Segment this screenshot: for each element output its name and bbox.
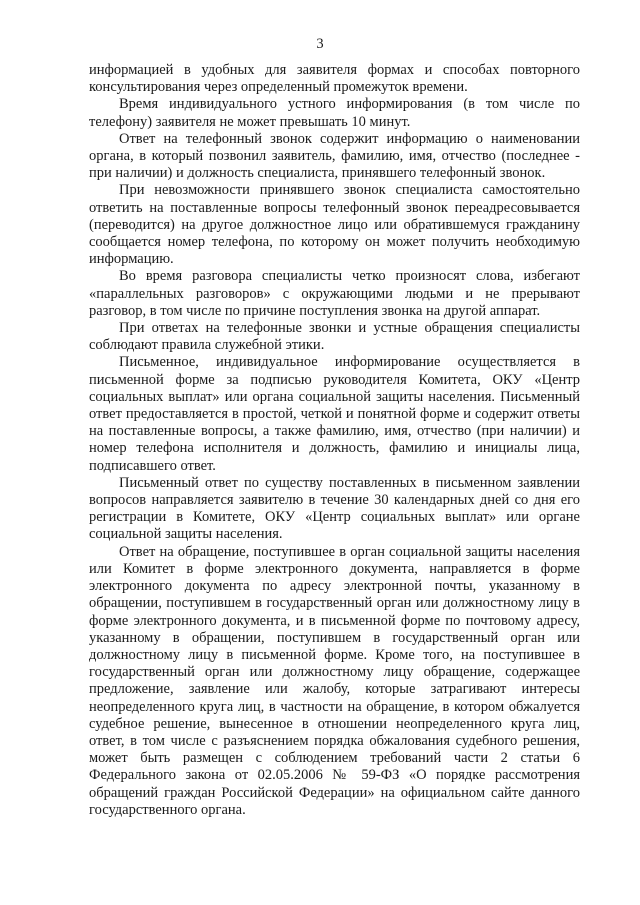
paragraph-service-ethics: При ответах на телефонные звонки и устные обращения специалисты соблюдают правила служебной этики. [89, 320, 580, 354]
paragraph-phone-answer-content: Ответ на телефонный звонок содержит информацию о наименовании органа, в который позвонил заявитель, фамилию, имя, отчество (последнее - при наличии) и должность специалиста, принявшего телефонный звонок. [89, 130, 580, 182]
paragraph-call-redirect: При невозможности принявшего звонок специалиста самостоятельно ответить на поставленные вопросы телефонный звонок переадресовывается (переводится) на другое должностное лицо или обратившемуся гражданину сообщается номер телефона, по которому он может получить необходимую информацию. [89, 182, 580, 268]
paragraph-oral-time-limit: Время индивидуального устного информирования (в том числе по телефону) заявителя не может превышать 10 минут. [89, 96, 580, 130]
page-number: 3 [316, 36, 324, 52]
document-body [89, 62, 580, 819]
paragraph-consultation: информацией в удобных для заявителя формах и способах повторного консультирования через определенный промежуток времени. [89, 62, 580, 96]
paragraph-written-informing: Письменное, индивидуальное информирование осуществляется в письменной форме за подписью руководителя Комитета, ОКУ «Центр социальных выплат» или органа социальной защиты населения. Письменный ответ предоставляется в простой, четкой и понятной форме и содержит ответы на поставленные вопросы, а также фамилию, имя, отчество (при наличии) и номер телефона исполнителя и должность, фамилию и инициалы лица, подписавшего ответ. [89, 354, 580, 474]
paragraph-written-answer-deadline: Письменный ответ по существу поставленных в письменном заявлении вопросов направляется заявителю в течение 30 календарных дней со дня его регистрации в Комитете, ОКУ «Центр социальных выплат» или органе социальной защиты населения. [89, 474, 580, 543]
paragraph-electronic-appeal: Ответ на обращение, поступившее в орган социальной защиты населения или Комитет в форме электронного документа, направляется в форме электронного документа по адресу электронной почты, указанному в обращении, поступившем в государственный орган или должностному лицу в форме электронного документа, и в письменной форме по почтовому адресу, указанному в обращении, поступившем в государственный орган или должностному лицу в письменной форме. Кроме того, на поступившее в государственный орган или должностному лицу обращение, содержащее предложение, заявление или жалобу, которые затрагивают интересы неопределенного круга лиц, в частности на обращение, в котором обжалуется судебное решение, вынесенное в отношении неопределенного круга лиц, ответ, в том числе с разъяснением порядка обжалования судебного решения, может быть размещен с соблюдением требований части 2 статьи 6 Федерального закона от 02.05.2006 № 59-ФЗ «О порядке рассмотрения обращений граждан Российской Федерации» на официальном сайте данного государственного органа. [89, 543, 580, 818]
paragraph-conversation-rules: Во время разговора специалисты четко произносят слова, избегают «параллельных разговоров» с окружающими людьми и не прерывают разговор, в том числе по причине поступления звонка на другой аппарат. [89, 268, 580, 319]
